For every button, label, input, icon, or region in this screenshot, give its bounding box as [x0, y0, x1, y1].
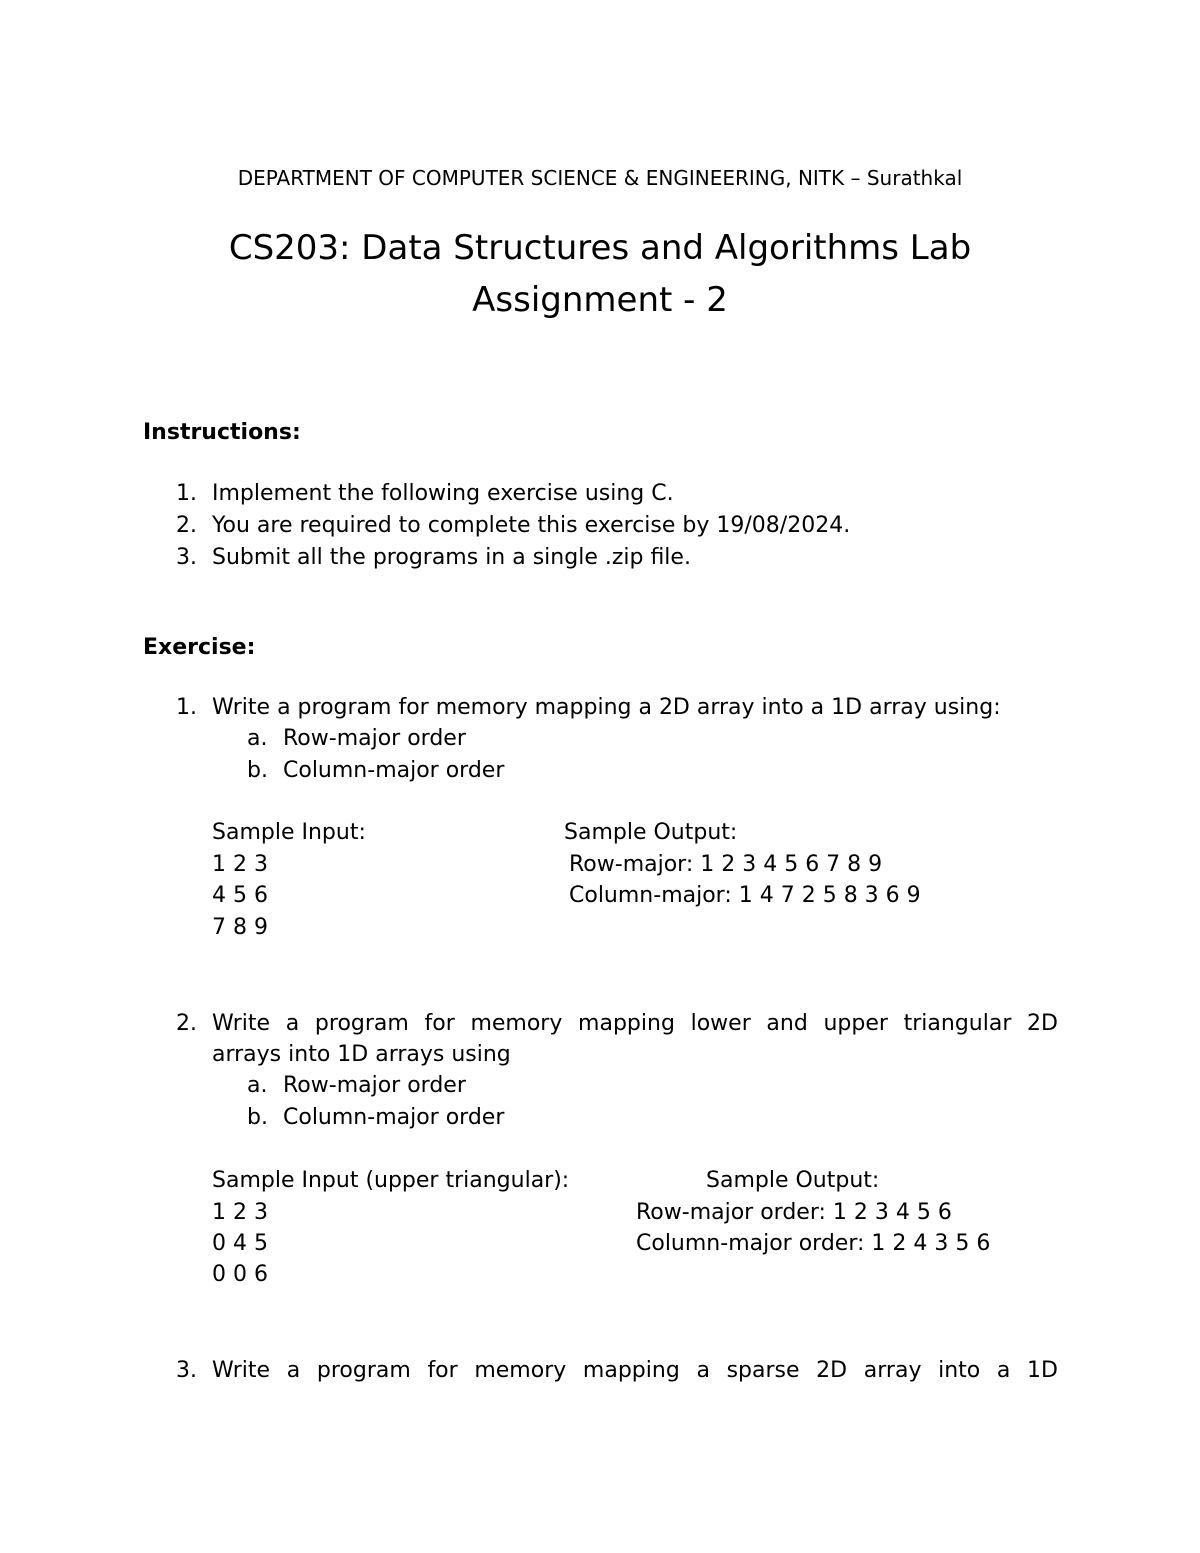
department-header: DEPARTMENT OF COMPUTER SCIENCE & ENGINEERING, NITK – Surathkal — [237, 166, 963, 190]
sample-output-label: Sample Output: — [564, 820, 738, 845]
instruction-text: You are required to complete this exercise by 19/08/2024. — [212, 513, 851, 538]
question-text: Write a program for memory mapping a 2D array into a 1D array using: — [212, 695, 1001, 720]
sample-input-row: 4 5 6 — [212, 883, 268, 908]
course-title: CS203: Data Structures and Algorithms Lab — [228, 228, 972, 268]
sample-input-label: Sample Input (upper triangular): — [212, 1168, 570, 1193]
sample-output-line: Row-major: 1 2 3 4 5 6 7 8 9 — [569, 852, 883, 877]
exercise-heading: Exercise: — [143, 635, 256, 660]
option-text: Row-major order — [283, 1073, 466, 1098]
sample-output-line: Row-major order: 1 2 3 4 5 6 — [636, 1200, 952, 1225]
question-number: 2. — [176, 1011, 197, 1036]
sample-input-row: 0 4 5 — [212, 1231, 268, 1256]
instruction-number: 2. — [176, 513, 197, 538]
option-text: Column-major order — [283, 1105, 505, 1130]
sample-output-line: Column-major order: 1 2 4 3 5 6 — [636, 1231, 991, 1256]
sample-input-row: 0 0 6 — [212, 1262, 268, 1287]
option-text: Row-major order — [283, 726, 466, 751]
option-letter: b. — [247, 758, 268, 783]
option-letter: a. — [247, 726, 268, 751]
sample-input-row: 1 2 3 — [212, 852, 268, 877]
instructions-heading: Instructions: — [143, 420, 301, 445]
sample-input-label: Sample Input: — [212, 820, 366, 845]
instruction-text: Submit all the programs in a single .zip file. — [212, 545, 691, 570]
question-number: 3. — [176, 1358, 197, 1383]
instruction-number: 1. — [176, 481, 197, 506]
sample-input-row: 7 8 9 — [212, 915, 268, 940]
sample-output-label: Sample Output: — [706, 1168, 880, 1193]
option-letter: a. — [247, 1073, 268, 1098]
assignment-title: Assignment - 2 — [472, 280, 728, 320]
question-text: Write a program for memory mapping lower and upper triangular 2D — [212, 1011, 1058, 1036]
sample-input-row: 1 2 3 — [212, 1200, 268, 1225]
question-text: Write a program for memory mapping a sparse 2D array into a 1D — [212, 1358, 1058, 1383]
instruction-text: Implement the following exercise using C. — [212, 481, 674, 506]
question-number: 1. — [176, 695, 197, 720]
question-text-continued: arrays into 1D arrays using — [212, 1042, 511, 1067]
option-text: Column-major order — [283, 758, 505, 783]
instruction-number: 3. — [176, 545, 197, 570]
option-letter: b. — [247, 1105, 268, 1130]
sample-output-line: Column-major: 1 4 7 2 5 8 3 6 9 — [569, 883, 921, 908]
